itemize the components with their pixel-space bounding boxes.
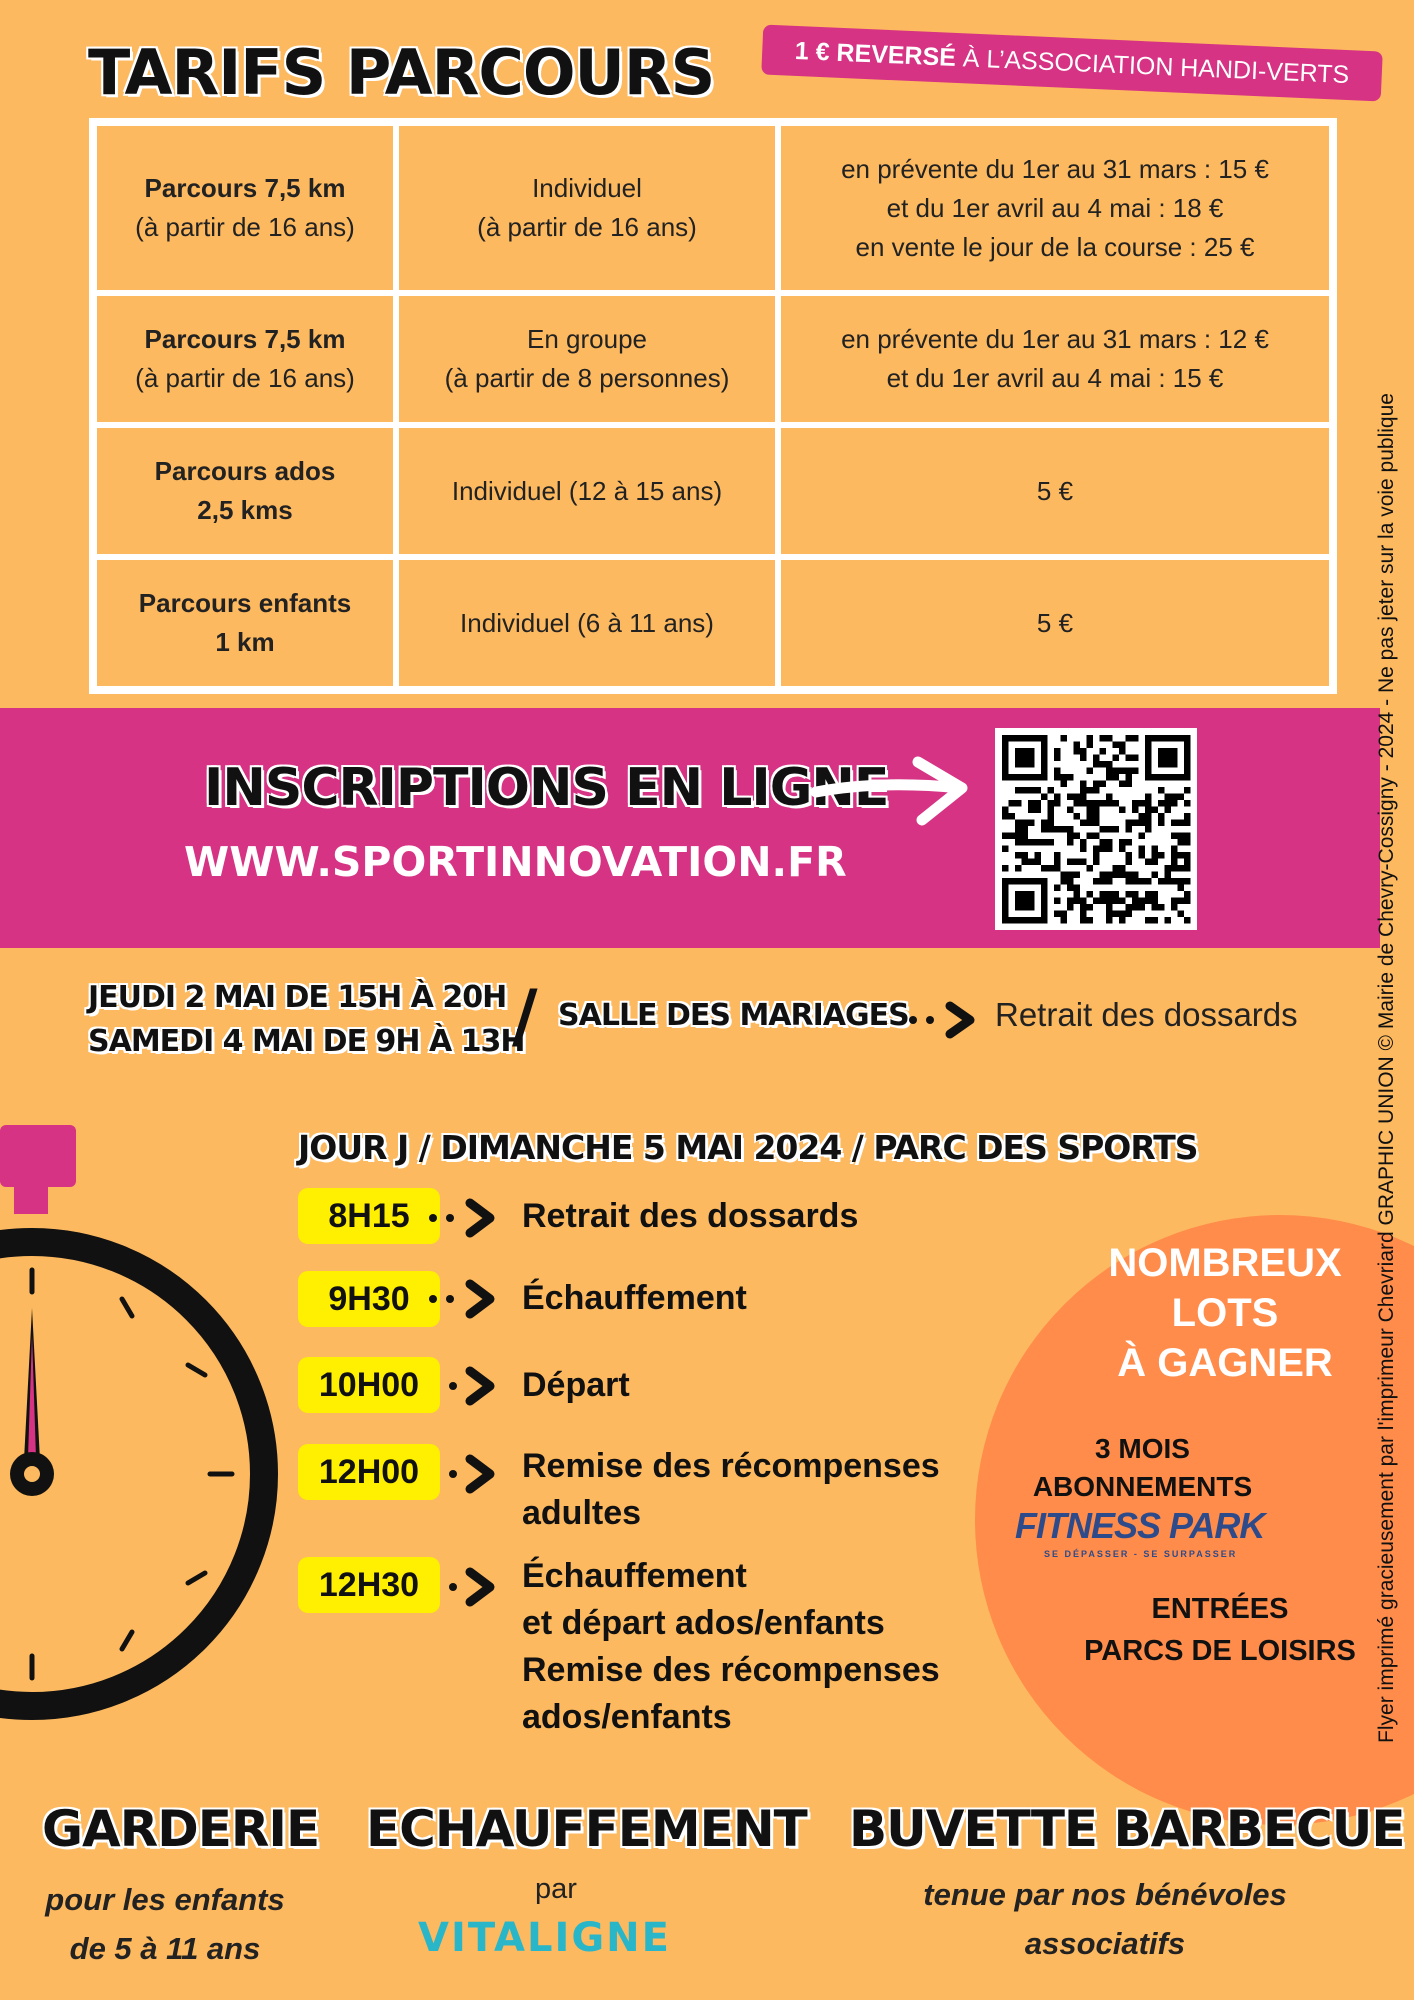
table-cell xyxy=(396,293,778,425)
schedule-label: Retrait des dossards xyxy=(522,1197,859,1235)
schedule-item xyxy=(522,1275,747,1322)
vitaligne-logo: VITALIGNE xyxy=(418,1915,671,1961)
arrow-right-icon xyxy=(810,750,975,830)
fitness-park-logo: FITNESS PARK xyxy=(1015,1505,1265,1546)
time-badge: 10H00 xyxy=(298,1357,440,1413)
dots-arrow-icon xyxy=(448,1565,508,1609)
schedule-label: Remise des récompenses xyxy=(522,1447,940,1485)
dots-arrow-icon xyxy=(908,1000,988,1040)
table-cell xyxy=(396,557,778,689)
parcours-age: (à partir de 16 ans) xyxy=(135,212,355,242)
table-cell xyxy=(778,293,1332,425)
time-badge: 12H00 xyxy=(298,1444,440,1500)
garderie-line: pour les enfants xyxy=(45,1882,285,1917)
table-row xyxy=(94,557,1332,689)
schedule-label: ados/enfants xyxy=(522,1698,732,1736)
prizes-title-line: LOTS xyxy=(1171,1291,1279,1335)
price-line: et du 1er avril au 4 mai : 18 € xyxy=(886,192,1224,223)
parcours-name: Parcours 7,5 km xyxy=(144,173,346,203)
price-line: en vente le jour de la course : 25 € xyxy=(855,231,1255,262)
inscription-type-detail: (à partir de 16 ans) xyxy=(477,212,697,242)
schedule-item xyxy=(522,1362,630,1409)
schedule-item xyxy=(522,1553,940,1741)
prize-line: PARCS DE LOISIRS xyxy=(1084,1635,1356,1667)
parcours-name: Parcours enfants xyxy=(138,588,352,618)
inscription-type: Individuel (6 à 11 ans) xyxy=(460,607,714,638)
inscription-type: Individuel (12 à 15 ans) xyxy=(451,475,723,506)
schedule-label: Départ xyxy=(522,1366,630,1404)
table-cell xyxy=(396,425,778,557)
table-cell xyxy=(94,293,396,425)
echauffement-title: ECHAUFFEMENT xyxy=(366,1800,807,1858)
page-title: TARIFS PARCOURS xyxy=(88,36,715,109)
table-row xyxy=(94,293,1332,425)
prizes-title xyxy=(1060,1238,1390,1388)
garderie-line: de 5 à 11 ans xyxy=(69,1931,261,1966)
schedule-label: Échauffement xyxy=(522,1279,747,1317)
price-line: en prévente du 1er au 31 mars : 12 € xyxy=(841,324,1269,354)
inscriptions-link[interactable]: WWW.SPORTINNOVATION.FR xyxy=(184,838,847,886)
retrait-text: Retrait des dossards xyxy=(995,996,1298,1033)
badge-text: À L’ASSOCIATION HANDI-VERTS xyxy=(962,44,1350,90)
prize-parcs xyxy=(1060,1588,1380,1672)
parcours-name: Parcours ados xyxy=(154,456,336,486)
garderie-text xyxy=(20,1875,310,1973)
parcours-name: Parcours 7,5 km xyxy=(144,324,346,354)
time-badge: 9H30 xyxy=(298,1271,440,1327)
schedule-label: Remise des récompenses xyxy=(522,1651,940,1689)
stopwatch-icon xyxy=(0,1120,300,1740)
inscriptions-title: INSCRIPTIONS EN LIGNE xyxy=(204,758,889,818)
table-cell xyxy=(396,123,778,293)
prizes-title-line: À GAGNER xyxy=(1117,1341,1333,1385)
retrait-date-1: JEUDI 2 MAI DE 15H À 20H xyxy=(88,980,507,1015)
buvette-line: associatifs xyxy=(1024,1926,1186,1961)
buvette-title: BUVETTE BARBECUE xyxy=(849,1800,1405,1858)
prize-line: 3 MOIS xyxy=(1095,1433,1190,1464)
inscription-type: En groupe xyxy=(527,324,647,354)
time-badge: 12H30 xyxy=(298,1557,440,1613)
prize-line: ABONNEMENTS xyxy=(1032,1471,1253,1502)
time-badge: 8H15 xyxy=(298,1188,440,1244)
tarifs-table xyxy=(89,118,1337,694)
dots-arrow-icon xyxy=(448,1364,508,1408)
buvette-text xyxy=(880,1870,1330,1968)
parcours-distance: 1 km xyxy=(215,627,275,657)
association-badge xyxy=(761,25,1383,102)
price-line: 5 € xyxy=(1036,475,1074,506)
price-line: et du 1er avril au 4 mai : 15 € xyxy=(886,363,1224,393)
badge-bold-text: 1 € REVERSÉ xyxy=(794,36,957,72)
table-row xyxy=(94,425,1332,557)
retrait-dates xyxy=(88,976,524,1064)
buvette-line: tenue par nos bénévoles xyxy=(923,1877,1287,1912)
parcours-distance: 2,5 kms xyxy=(197,495,293,525)
schedule-label: Échauffement xyxy=(522,1557,747,1595)
inscription-type: Individuel xyxy=(532,173,642,203)
schedule-label: et départ ados/enfants xyxy=(522,1604,885,1642)
table-row xyxy=(94,123,1332,293)
retrait-location: SALLE DES MARIAGES xyxy=(558,998,909,1033)
qr-code-icon[interactable] xyxy=(995,728,1197,930)
echauffement-par: par xyxy=(535,1873,577,1905)
table-cell xyxy=(94,557,396,689)
schedule-label: adultes xyxy=(522,1494,642,1532)
dots-arrow-icon xyxy=(448,1452,508,1496)
price-line: en prévente du 1er au 31 mars : 15 € xyxy=(841,153,1269,184)
table-cell xyxy=(94,425,396,557)
inscription-type-detail: (à partir de 8 personnes) xyxy=(444,363,730,393)
fitness-park-tagline: SE DÉPASSER - SE SURPASSER xyxy=(1044,1549,1238,1559)
table-cell xyxy=(778,425,1332,557)
jourj-title: JOUR J / DIMANCHE 5 MAI 2024 / PARC DES SPORTS xyxy=(298,1128,1198,1167)
schedule-item xyxy=(522,1443,940,1537)
table-cell xyxy=(94,123,396,293)
schedule-item xyxy=(522,1193,858,1240)
table-cell xyxy=(778,123,1332,293)
dots-arrow-icon xyxy=(428,1196,508,1240)
separator-slash: / xyxy=(512,975,538,1057)
table-cell xyxy=(778,557,1332,689)
prize-line: ENTRÉES xyxy=(1151,1593,1289,1625)
price-line: 5 € xyxy=(1036,607,1074,638)
dots-arrow-icon xyxy=(428,1277,508,1321)
garderie-title: GARDERIE xyxy=(42,1800,320,1858)
parcours-age: (à partir de 16 ans) xyxy=(135,363,355,393)
retrait-date-2: SAMEDI 4 MAI DE 9H À 13H xyxy=(88,1024,525,1059)
prizes-title-line: NOMBREUX xyxy=(1108,1241,1342,1285)
prize-fitness xyxy=(1000,1430,1285,1506)
credits-text: Flyer imprimé gracieusement par l'imprimeur Chevriard GRAPHIC UNION © Mairie de Chevry-Cossigny - 2024 - Ne pas jeter sur la voie publique xyxy=(1375,393,1398,1743)
